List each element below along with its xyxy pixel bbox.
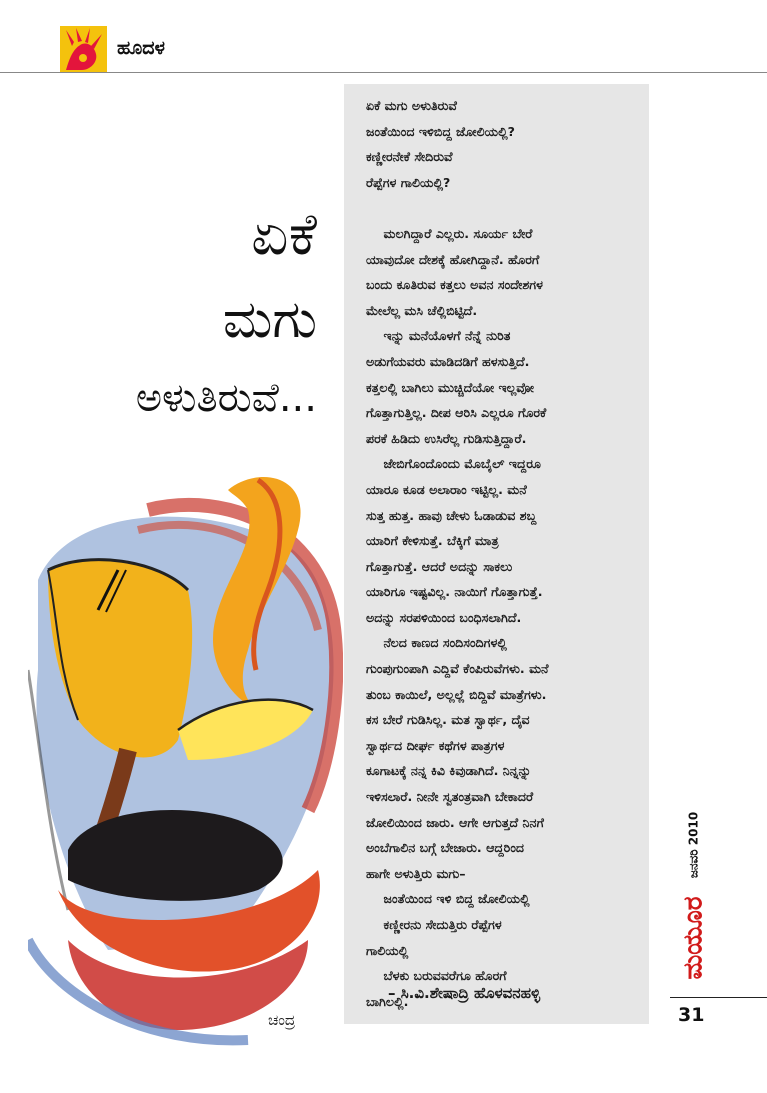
poem-line: ಕೂಗಾಟಕ್ಕೆ ನನ್ನ ಕಿವಿ ಕಿವುಡಾಗಿದೆ. ನಿನ್ನನ್ನು (366, 763, 532, 779)
poem-line: ಗೊತ್ತಾಗುತ್ತಿಲ್ಲ. ದೀಪ ಆರಿಸಿ ಎಲ್ಲರೂ ಗೊರಕೆ (366, 405, 547, 421)
poem-line: ಸ್ವಾರ್ಥದ ದೀರ್ಘ ಕಥೆಗಳ ಪಾತ್ರಗಳ (366, 737, 505, 753)
poem-line: ಅಂಬೆಗಾಲಿನ ಬಗ್ಗೆ ಬೇಜಾರು. ಆದ್ದರಿಂದ (366, 840, 525, 856)
poem-line: ಬಾಗಿಲಲ್ಲಿ. (366, 993, 409, 1009)
poem-line: ಗೊತ್ತಾಗುತ್ತೆ. ಆದರೆ ಅದನ್ನು ಸಾಕಲು (366, 558, 513, 574)
poem-line: ಗುಂಪುಗುಂಪಾಗಿ ಎದ್ದಿವೆ ಕೆಂಪಿರುವೆಗಳು. ಮನೆ (366, 661, 549, 677)
poem-stanza-gap (366, 195, 636, 221)
magazine-name: ಮಯೂರ (678, 896, 709, 979)
title-line-2: ಮಗು (222, 290, 317, 350)
poem-line: ಕಸ ಬೇರೆ ಗುಡಿಸಿಲ್ಲ. ಮತ ಸ್ವಾರ್ಥ, ದೈವ (366, 712, 530, 728)
poem-line: ಜೇಬಿಗೊಂದೊಂದು ಮೊಬೈಲ್ ಇದ್ದರೂ (366, 456, 541, 472)
poem-line: ಪರಕೆ ಹಿಡಿದು ಉಸಿರೆಲ್ಲ ಗುಡಿಸುತ್ತಿದ್ದಾರೆ. (366, 430, 527, 446)
poem-text (366, 93, 636, 1014)
poem-line: ಯಾವುದೋ ದೇಶಕ್ಕೆ ಹೋಗಿದ್ದಾನೆ. ಹೊರಗೆ (366, 251, 540, 267)
poem-line: ನೆಲದ ಕಾಣದ ಸಂದಿಸಂದಿಗಳಲ್ಲಿ (366, 635, 507, 651)
poem-line: ಮೇಲೆಲ್ಲ ಮಸಿ ಚೆಲ್ಲಿಬಿಟ್ಟಿದೆ. (366, 302, 478, 318)
poem-line: ಕಣ್ಣೀರನೇಕೆ ಸೇದಿರುವೆ (366, 149, 453, 165)
poem-line: ಮಲಗಿದ್ದಾರೆ ಎಲ್ಲರು. ಸೂರ್ಯ ಬೇರೆ (366, 225, 533, 241)
artist-signature: ಚಂದ್ರ (268, 1011, 296, 1029)
poem-line: ಸುತ್ತ ಹುತ್ತ. ಹಾವು ಚೇಳು ಓಡಾಡುವ ಶಬ್ದ (366, 507, 537, 523)
section-label: ಹೂದಳ (117, 37, 165, 59)
header-divider (0, 72, 767, 73)
poem-line: ಕತ್ತಲಲ್ಲಿ ಬಾಗಿಲು ಮುಚ್ಚಿದೆಯೋ ಇಲ್ಲವೋ (366, 379, 535, 395)
poem-line: ಇನ್ನು ಮನೆಯೊಳಗೆ ನೆನ್ನೆ ನುರಿತ (366, 328, 511, 344)
poem-line: ಬೆಳಕು ಬರುವವರೆಗೂ ಹೊರಗೆ (366, 968, 507, 984)
poem-line: ಜೋಲಿಯಿಂದ ಜಾರು. ಆಗೇ ಆಗುತ್ತದೆ ನಿನಗೆ (366, 814, 544, 830)
title-line-3: ಅಳುತಿರುವೆ... (135, 375, 317, 421)
poem-line: ಯಾರೂ ಕೂಡ ಅಲಾರಾಂ ಇಟ್ಟಿಲ್ಲ. ಮನೆ (366, 481, 527, 497)
title-line-1: ಏಕೆ (251, 200, 317, 268)
poem-line: ಕಣ್ಣೀರನು ಸೇದುತ್ತಿರು ರೆಪ್ಪೆಗಳ (366, 917, 502, 932)
poem-line: ಏಕೆ ಮಗು ಅಳುತಿರುವೆ (366, 98, 457, 113)
page-number-divider (670, 997, 767, 998)
poem-box (344, 84, 649, 1024)
page-number: 31 (678, 1004, 705, 1026)
poem-line: ಅಡುಗೆಯವರು ಮಾಡಿದಡಿಗೆ ಹಳಸುತ್ತಿದೆ. (366, 353, 530, 369)
poem-line: ತುಂಬ ಕಾಯಿಲೆ, ಅಲ್ಲಲ್ಲೆ ಬಿದ್ದಿವೆ ಮಾತ್ರೆಗಳು. (366, 686, 547, 702)
poem-line: ರೆಪ್ಪೆಗಳ ಗಾಲಿಯಲ್ಲಿ? (366, 174, 451, 190)
poem-line: ಬಂದು ಕೂತಿರುವ ಕತ್ತಲು ಅವನ ಸಂದೇಶಗಳ (366, 277, 543, 293)
author-signature: – ಸಿ.ವಿ.ಶೇಷಾದ್ರಿ ಹೊಳವನಹಳ್ಳಿ (388, 984, 541, 1002)
poem-line: ಜಂತೆಯಿಂದ ಇಳಿಬಿದ್ದ ಜೋಲಿಯಲ್ಲಿ? (366, 123, 515, 139)
oil-lamp-painting-icon (28, 470, 343, 1048)
poem-line: ಇಳಿಸಲಾರೆ. ನೀನೇ ಸ್ವತಂತ್ರವಾಗಿ ಬೇಕಾದರೆ (366, 789, 534, 805)
poem-line: ಯಾರಿಗೂ ಇಷ್ಟವಿಲ್ಲ. ನಾಯಿಗೆ ಗೊತ್ತಾಗುತ್ತೆ. (366, 584, 543, 600)
issue-date: ಜನವರಿ 2010 (686, 811, 701, 879)
poem-line: ಯಾರಿಗೆ ಕೇಳಿಸುತ್ತೆ. ಬೆಕ್ಕಿಗೆ ಮಾತ್ರ (366, 533, 499, 549)
poem-line: ಅದನ್ನು ಸರಪಳಿಯಿಂದ ಬಂಧಿಸಲಾಗಿದೆ. (366, 609, 522, 625)
flower-hand-logo-icon (60, 26, 107, 72)
poem-line: ಗಾಲಿಯಲ್ಲಿ (366, 942, 409, 958)
poem-line: ಹಾಗೇ ಅಳುತ್ತಿರು ಮಗು– (366, 865, 466, 881)
poem-line: ಜಂತೆಯಿಂದ ಇಳಿ ಬಿದ್ದ ಜೋಲಿಯಲ್ಲಿ (366, 891, 530, 907)
